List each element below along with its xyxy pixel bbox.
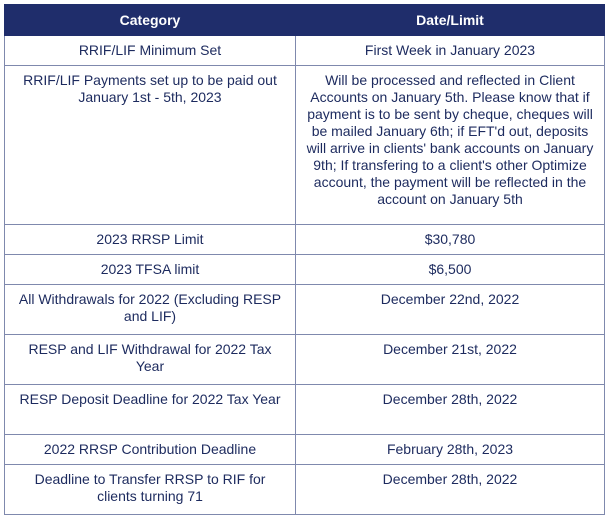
- category-cell: 2023 RRSP Limit: [5, 225, 296, 255]
- table-header: [5, 5, 605, 36]
- date-limit-cell: $30,780: [296, 225, 605, 255]
- category-cell: 2022 RRSP Contribution Deadline: [5, 435, 296, 465]
- date-limit-cell: December 21st, 2022: [296, 335, 605, 385]
- date-limit-cell: December 28th, 2022: [296, 385, 605, 435]
- table-row: [5, 36, 605, 66]
- table-row: [5, 255, 605, 285]
- date-limit-cell: February 28th, 2023: [296, 435, 605, 465]
- table-row: [5, 225, 605, 255]
- deadlines-table: [4, 4, 605, 515]
- category-cell: RESP and LIF Withdrawal for 2022 Tax Year: [5, 335, 296, 385]
- category-cell: RESP Deposit Deadline for 2022 Tax Year: [5, 385, 296, 435]
- table-body: [5, 36, 605, 515]
- table-row: [5, 335, 605, 385]
- category-cell: RRIF/LIF Minimum Set: [5, 36, 296, 66]
- category-cell: Deadline to Transfer RRSP to RIF for clients turning 71: [5, 465, 296, 515]
- table-row: [5, 435, 605, 465]
- header-row: [5, 5, 605, 36]
- table-row: [5, 465, 605, 515]
- date-limit-cell: First Week in January 2023: [296, 36, 605, 66]
- header-date-limit: Date/Limit: [296, 5, 605, 36]
- table-row: [5, 385, 605, 435]
- date-limit-cell: $6,500: [296, 255, 605, 285]
- table-row: [5, 285, 605, 335]
- header-category: Category: [5, 5, 296, 36]
- date-limit-cell: Will be processed and reflected in Client Accounts on January 5th. Please know that if payment is to be sent by cheque, cheques will be mailed January 6th; if EFT'd out, deposits will arrive in clients' bank accounts on January 9th; If transfering to a client's other Optimize account, the payment will be reflected in the account on January 5th: [296, 66, 605, 225]
- date-limit-cell: December 22nd, 2022: [296, 285, 605, 335]
- category-cell: RRIF/LIF Payments set up to be paid out January 1st - 5th, 2023: [5, 66, 296, 225]
- category-cell: All Withdrawals for 2022 (Excluding RESP and LIF): [5, 285, 296, 335]
- category-cell: 2023 TFSA limit: [5, 255, 296, 285]
- date-limit-cell: December 28th, 2022: [296, 465, 605, 515]
- table-row: [5, 66, 605, 225]
